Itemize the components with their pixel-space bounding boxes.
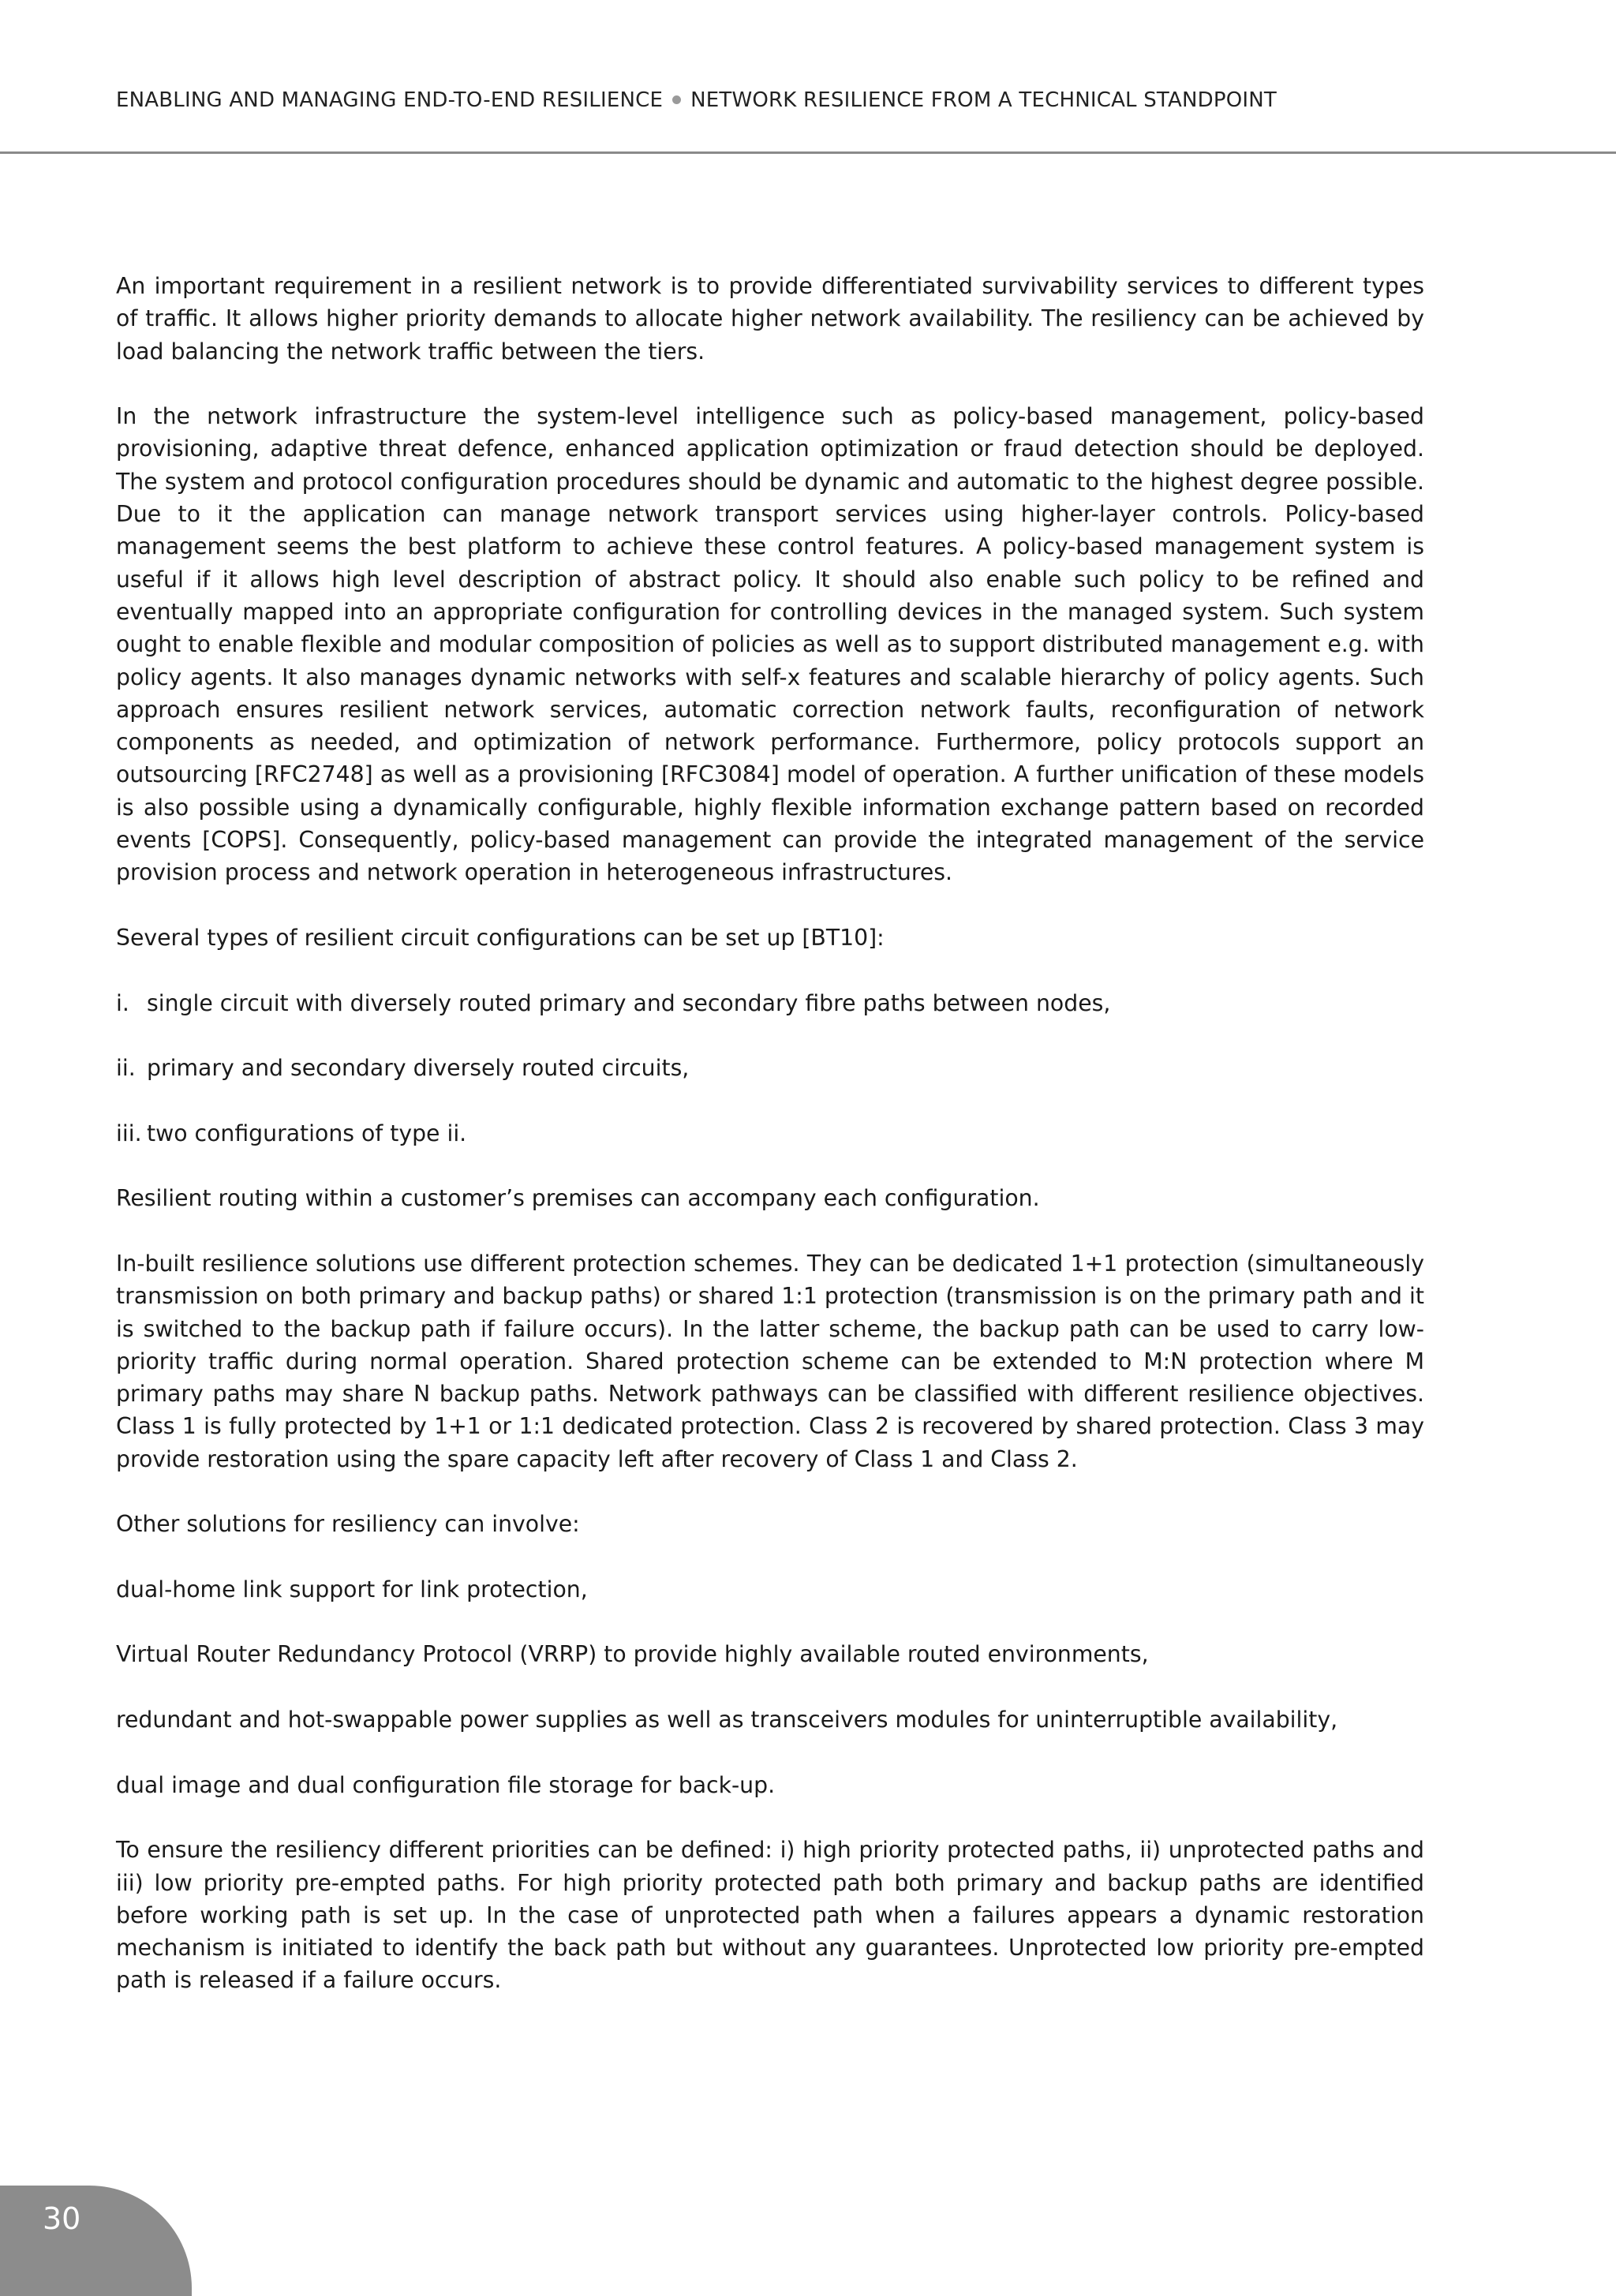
list-item-text: single circuit with diversely routed primary and secondary fibre paths between nodes,	[147, 989, 1111, 1016]
page-number: 30	[43, 2201, 81, 2236]
paragraph-5: In-built resilience solutions use different protection schemes. They can be dedicated 1+1 protection (simultaneously transmission on both primary and backup paths) or shared 1:1 protection (transmission is on the primary path and it is switched to the backup path if failure occurs). In the latter scheme, the backup path can be used to carry low-priority traffic during normal operation. Shared protection scheme can be extended to M:N protection where M primary paths may share N backup paths. Network pathways can be classified with different resilience objectives. Class 1 is fully protected by 1+1 or 1:1 dedicated protection. Class 2 is recovered by shared protection. Class 3 may provide restoration using the spare capacity left after recovery of Class 1 and Class 2.	[116, 1250, 1424, 1472]
list-marker: ii.	[116, 1055, 136, 1082]
list-marker: i.	[116, 989, 129, 1016]
paragraph-6: Other solutions for resiliency can involve:	[116, 1511, 580, 1538]
paragraph-1: An important requirement in a resilient network is to provide differentiated survivability services to different types of traffic. It allows higher priority demands to allocate higher network availability. The resiliency can be achieved by load balancing the network traffic between the tiers.	[116, 273, 1424, 365]
paragraph-7: dual-home link support for link protection,	[116, 1576, 588, 1602]
list-item	[116, 987, 1424, 1019]
header-rule	[0, 151, 1616, 154]
list-item-text: two configurations of type ii.	[147, 1120, 467, 1146]
running-header-right: NETWORK RESILIENCE FROM A TECHNICAL STANDPOINT	[690, 88, 1277, 112]
paragraph-9: redundant and hot-swappable power supplies as well as transceivers modules for uninterruptible availability,	[116, 1707, 1338, 1733]
list-item	[116, 1052, 1424, 1084]
paragraph-4: Resilient routing within a customer’s premises can accompany each configuration.	[116, 1185, 1040, 1212]
running-header	[116, 88, 1277, 112]
paragraph-3: Several types of resilient circuit configurations can be set up [BT10]:	[116, 924, 885, 951]
list-marker: iii.	[116, 1120, 142, 1146]
paragraph-11: To ensure the resiliency different priorities can be defined: i) high priority protected paths, ii) unprotected paths and iii) low priority pre-empted paths. For high priority protected path both primary and backup paths are identified before working path is set up. In the case of unprotected path when a failures appears a dynamic restoration mechanism is initiated to identify the back path but without any guarantees. Unprotected low priority pre-empted path is released if a failure occurs.	[116, 1837, 1424, 1994]
body-text	[116, 270, 1424, 1997]
list-item-text: primary and secondary diversely routed circuits,	[147, 1055, 690, 1082]
paragraph-8: Virtual Router Redundancy Protocol (VRRP) to provide highly available routed environments,	[116, 1641, 1149, 1668]
list-item	[116, 1117, 1424, 1150]
bullet-separator-icon	[672, 95, 681, 104]
paragraph-2: In the network infrastructure the system-level intelligence such as policy-based management, policy-based provisioning, adaptive threat defence, enhanced application optimization or fraud detection should be deployed. The system and protocol configuration procedures should be dynamic and automatic to the highest degree possible. Due to it the application can manage network transport services using higher-layer controls. Policy-based management seems the best platform to achieve these control features. A policy-based management system is useful if it allows high level description of abstract policy. It should also enable such policy to be refined and eventually mapped into an appropriate configuration for controlling devices in the managed system. Such system ought to enable flexible and modular composition of policies as well as to support distributed management e.g. with policy agents. It also manages dynamic networks with self-x features and scalable hierarchy of policy agents. Such approach ensures resilient network services, automatic correction network faults, reconfiguration of network components as needed, and optimization of network performance. Furthermore, policy protocols support an outsourcing [RFC2748] as well as a provisioning [RFC3084] model of operation. A further unification of these models is also possible using a dynamically configurable, highly flexible information exchange pattern based on recorded events [COPS]. Consequently, policy-based management can provide the integrated management of the service provision process and network operation in heterogeneous infrastructures.	[116, 403, 1424, 886]
page-number-tab	[0, 2186, 192, 2296]
running-header-left: ENABLING AND MANAGING END-TO-END RESILIENCE	[116, 88, 664, 112]
paragraph-10: dual image and dual configuration file storage for back-up.	[116, 1771, 776, 1798]
